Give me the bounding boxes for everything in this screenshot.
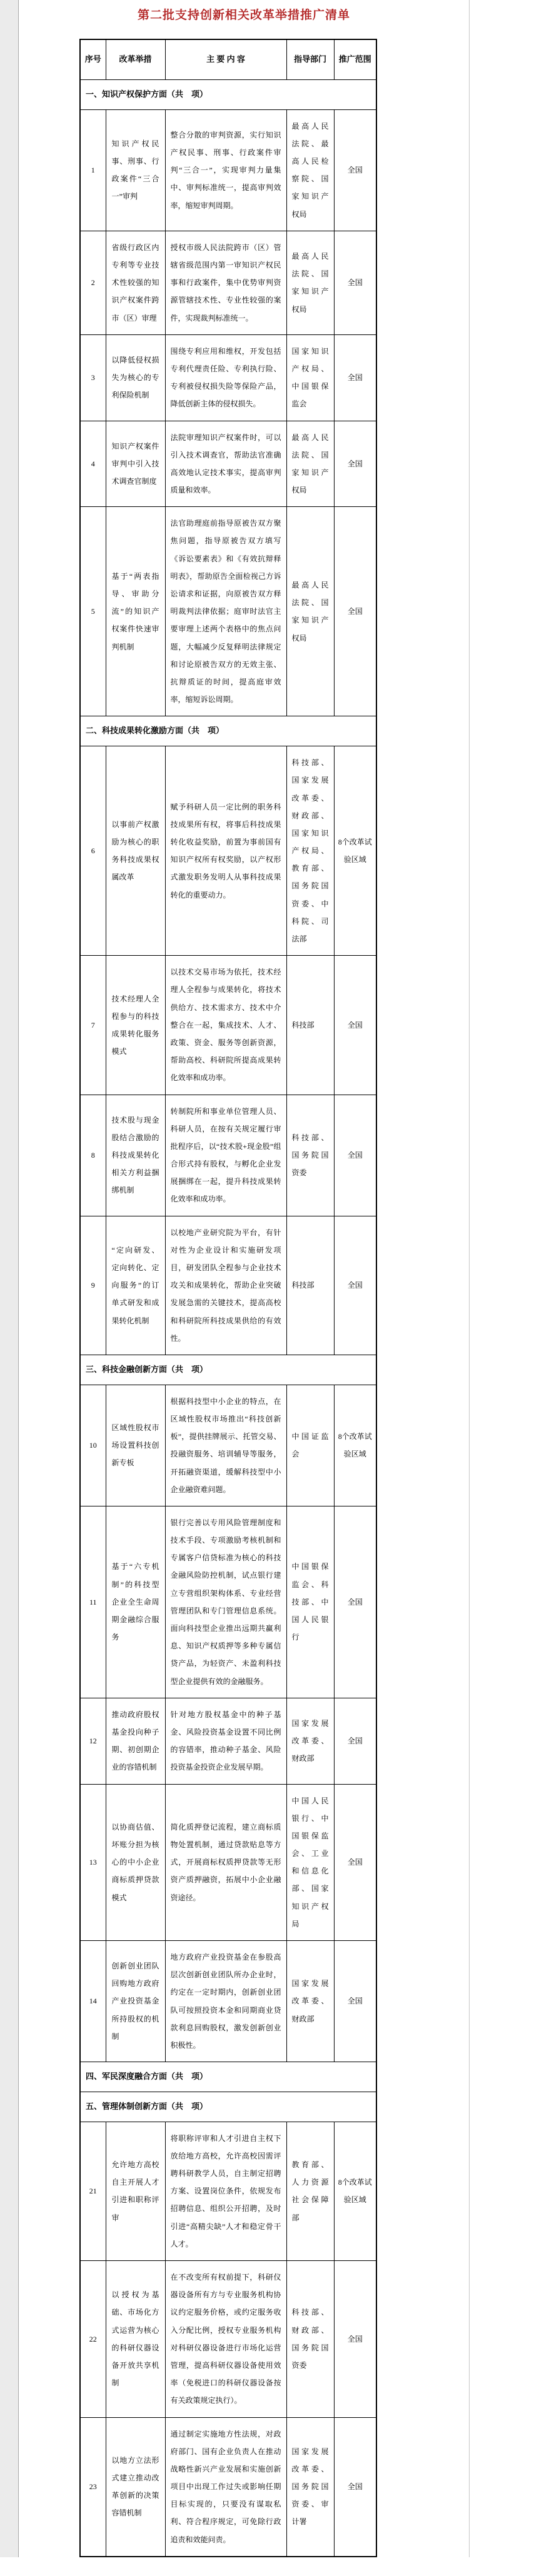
- table-row: [80, 1385, 376, 1506]
- cell-measure: 以地方立法形式建立推动改革创新的决策容错机制: [106, 2417, 165, 2557]
- cell-dept: 最高人民法院、最高人民检察院、国家知识产权局: [286, 109, 334, 231]
- cell-content: 法官助理庭前指导原被告双方聚焦问题，指导原被告双方填写《诉讼要素表》和《有效抗辩释明表》，帮助原告全面检视己方诉讼请求和证据，向原被告双方释明裁判法律依据；庭审时法官主要审理上述两个表格中的焦点问题，大幅减少反复释明法律规定和讨论原被告双方的无效主张、抗辩质证的时间，提高庭审效率，缩短诉讼周期。: [165, 507, 286, 716]
- cell-measure: 以事前产权激励为核心的职务科技成果权属改革: [106, 746, 165, 956]
- table-row: [80, 1095, 376, 1216]
- cell-no: 13: [80, 1784, 106, 1941]
- cell-no: 23: [80, 2417, 106, 2557]
- cell-no: 6: [80, 746, 106, 956]
- cell-measure: 区域性股权市场设置科技创新专板: [106, 1385, 165, 1506]
- table-header-row: [80, 39, 376, 79]
- cell-dept: 最高人民法院、国家知识产权局: [286, 507, 334, 716]
- document-sheet: [19, 0, 470, 2557]
- table-row: [80, 231, 376, 334]
- cell-no: 4: [80, 421, 106, 507]
- section-header-row: [80, 716, 376, 746]
- cell-dept: 中国证监会: [286, 1385, 334, 1506]
- cell-scope: 全国: [334, 1216, 376, 1355]
- table-row: [80, 2261, 376, 2418]
- cell-measure: 基于“两表指导、审助分流”的知识产权案件快速审判机制: [106, 507, 165, 716]
- cell-measure: 推动政府股权基金投向种子期、初创期企业的容错机制: [106, 1698, 165, 1784]
- cell-no: 11: [80, 1506, 106, 1698]
- cell-dept: 国家知识产权局、中国银保监会: [286, 334, 334, 421]
- column-header-scope: 推广范围: [334, 39, 376, 79]
- cell-dept: 教育部、人力资源社会保障部: [286, 2122, 334, 2260]
- column-header-content: 主 要 内 容: [165, 39, 286, 79]
- cell-scope: 全国: [334, 2261, 376, 2418]
- table-row: [80, 109, 376, 231]
- cell-no: 8: [80, 1095, 106, 1216]
- cell-no: 14: [80, 1941, 106, 2062]
- cell-content: 以技术交易市场为依托，技术经理人全程参与成果转化，将技术供给方、技术需求方、技术中介整合在一起，集成技术、人才、政策、资金、服务等创新资源，帮助高校、科研院所提高成果转化效率和成功率。: [165, 956, 286, 1095]
- section-label: 一、知识产权保护方面（共 项）: [80, 79, 376, 109]
- cell-scope: 全国: [334, 956, 376, 1095]
- cell-measure: 以协商估值、坏账分担为核心的中小企业商标质押贷款模式: [106, 1784, 165, 1941]
- section-header-row: [80, 2062, 376, 2092]
- cell-no: 9: [80, 1216, 106, 1355]
- table-row: [80, 507, 376, 716]
- cell-content: 将职称评审和人才引进自主权下放给地方高校，允许高校因需评聘科研教学人员，自主制定招聘方案、设置岗位条件，依规发布招聘信息、组织公开招聘，及时引进“高精尖缺”人才和稳定骨干人才。: [165, 2122, 286, 2260]
- cell-content: 银行完善以专用风险管理制度和技术手段、专项激励考核机制和专属客户信贷标准为核心的科技金融风险防控机制，试点银行建立专营组织架构体系、专业经营管理团队和专门管理信息系统。面向科技型企业推出远期共赢利息、知识产权质押等多种专属信贷产品，为轻资产、未盈利科技型企业提供有效的金融服务。: [165, 1506, 286, 1698]
- cell-dept: 科技部、国务院国资委: [286, 1095, 334, 1216]
- section-header-row: [80, 2092, 376, 2122]
- cell-content: 转制院所和事业单位管理人员、科研人员，在按有关规定履行审批程序后，以“技术股+现金股”组合形式持有股权，与孵化企业发展捆绑在一起，提升科技成果转化效率和成功率。: [165, 1095, 286, 1216]
- cell-content: 法院审理知识产权案件时，可以引入技术调查官，帮助法官准确高效地认定技术事实，提高审判质量和效率。: [165, 421, 286, 507]
- section-header-row: [80, 1355, 376, 1385]
- cell-no: 3: [80, 334, 106, 421]
- cell-no: 10: [80, 1385, 106, 1506]
- cell-no: 22: [80, 2261, 106, 2418]
- cell-content: 通过制定实施地方性法规，对政府部门、国有企业负责人在推动战略性新兴产业发展和实施创新项目中出现工作过失或影响任期目标实现的，只要没有谋取私利、符合程序规定，可免除行政追责和效能问责。: [165, 2417, 286, 2557]
- cell-dept: 科技部: [286, 1216, 334, 1355]
- table-row: [80, 1784, 376, 1941]
- column-header-no: 序号: [80, 39, 106, 79]
- cell-dept: 国家发展改革委、财政部: [286, 1698, 334, 1784]
- section-header-row: [80, 79, 376, 109]
- table-row: [80, 334, 376, 421]
- cell-no: 12: [80, 1698, 106, 1784]
- column-header-dept: 指导部门: [286, 39, 334, 79]
- cell-measure: 允许地方高校自主开展人才引进和职称评审: [106, 2122, 165, 2260]
- cell-content: 地方政府产业投资基金在参股高层次创新创业团队所办企业时，约定在一定时期内，创新创业团队可按照投资本金和同期商业贷款利息回购股权，激发创新创业积极性。: [165, 1941, 286, 2062]
- reform-measures-table: [79, 39, 377, 2557]
- cell-content: 在不改变所有权前提下，科研仪器设备所有方与专业服务机构协议约定服务价格，或约定服务收入分配比例，授权专业服务机构对科研仪器设备进行市场化运营管理，提高科研仪器设备使用效率（免税进口的科研仪器设备按有关政策规定执行）。: [165, 2261, 286, 2418]
- cell-scope: 全国: [334, 1941, 376, 2062]
- cell-measure: 以降低侵权损失为核心的专利保险机制: [106, 334, 165, 421]
- cell-measure: 知识产权案件审判中引入技术调查官制度: [106, 421, 165, 507]
- cell-measure: 技术经理人全程参与的科技成果转化服务模式: [106, 956, 165, 1095]
- section-label: 三、科技金融创新方面（共 项）: [80, 1355, 376, 1385]
- section-label: 五、管理体制创新方面（共 项）: [80, 2092, 376, 2122]
- cell-measure: 创新创业团队回购地方政府产业投资基金所持股权的机制: [106, 1941, 165, 2062]
- cell-scope: 全国: [334, 507, 376, 716]
- cell-scope: 全国: [334, 1698, 376, 1784]
- cell-measure: 省级行政区内专利等专业技术性较强的知识产权案件跨市（区）审理: [106, 231, 165, 334]
- cell-content: 简化质押登记流程，建立商标质物处置机制，通过贷款贴息等方式，开展商标权质押贷款等无形资产质押融资，拓展中小企业融资途径。: [165, 1784, 286, 1941]
- cell-no: 7: [80, 956, 106, 1095]
- cell-scope: 8个改革试验区域: [334, 1385, 376, 1506]
- cell-content: 授权市级人民法院跨市（区）管辖省级范围内第一审知识产权民事和行政案件，集中优势审判资源管辖技术性、专业性较强的案件，实现裁判标准统一。: [165, 231, 286, 334]
- cell-measure: 基于“六专机制”的科技型企业全生命周期金融综合服务: [106, 1506, 165, 1698]
- cell-scope: 8个改革试验区域: [334, 2122, 376, 2260]
- cell-measure: 技术股与现金股结合激励的科技成果转化相关方利益捆绑机制: [106, 1095, 165, 1216]
- cell-no: 1: [80, 109, 106, 231]
- cell-content: 围绕专利应用和维权，开发包括专利代理责任险、专利执行险、专利被侵权损失险等保险产品，降低创新主体的侵权损失。: [165, 334, 286, 421]
- section-label: 四、军民深度融合方面（共 项）: [80, 2062, 376, 2092]
- cell-no: 2: [80, 231, 106, 334]
- cell-content: 根据科技型中小企业的特点，在区域性股权市场推出“科技创新板”，提供挂牌展示、托管交易、投融资服务、培训辅导等服务，开拓融资渠道，缓解科技型中小企业融资难问题。: [165, 1385, 286, 1506]
- left-gutter: [0, 0, 19, 2557]
- cell-dept: 最高人民法院、国家知识产权局: [286, 231, 334, 334]
- cell-scope: 全国: [334, 1095, 376, 1216]
- table-row: [80, 2417, 376, 2557]
- cell-content: 针对地方股权基金中的种子基金、风险投资基金设置不同比例的容错率，推动种子基金、风险投资基金投资企业发展早期。: [165, 1698, 286, 1784]
- cell-measure: 以授权为基础、市场化方式运营为核心的科研仪器设备开放共享机制: [106, 2261, 165, 2418]
- cell-scope: 全国: [334, 334, 376, 421]
- table-row: [80, 956, 376, 1095]
- cell-scope: 全国: [334, 421, 376, 507]
- cell-scope: 全国: [334, 109, 376, 231]
- cell-scope: 全国: [334, 2417, 376, 2557]
- table-row: [80, 1506, 376, 1698]
- table-body: [80, 79, 376, 2556]
- table-row: [80, 1698, 376, 1784]
- cell-scope: 全国: [334, 1506, 376, 1698]
- cell-dept: 国家发展改革委、财政部: [286, 1941, 334, 2062]
- table-row: [80, 2122, 376, 2260]
- cell-content: 赋予科研人员一定比例的职务科技成果所有权，将事后科技成果转化收益奖励，前置为事前国有知识产权所有权奖励，以产权形式激发职务发明人从事科技成果转化的重要动力。: [165, 746, 286, 956]
- column-header-measure: 改革举措: [106, 39, 165, 79]
- cell-dept: 科技部、国家发展改革委、财政部、国家知识产权局、教育部、国务院国资委、中科院、司法部: [286, 746, 334, 956]
- cell-no: 5: [80, 507, 106, 716]
- cell-content: 以校地产业研究院为平台，有针对性为企业设计和实施研发项目，研发团队全程参与企业技术攻关和成果转化，帮助企业突破发展急需的关键技术，提高高校和科研院所科技成果供给的有效性。: [165, 1216, 286, 1355]
- cell-dept: 科技部: [286, 956, 334, 1095]
- cell-dept: 中国银保监会、科技部、中国人民银行: [286, 1506, 334, 1698]
- table-row: [80, 1216, 376, 1355]
- table-row: [80, 746, 376, 956]
- cell-dept: 国家发展改革委、国务院国资委、审计署: [286, 2417, 334, 2557]
- cell-measure: “定向研发、定向转化、定向服务”的订单式研发和成果转化机制: [106, 1216, 165, 1355]
- cell-scope: 全国: [334, 1784, 376, 1941]
- cell-content: 整合分散的审判资源，实行知识产权民事、刑事、行政案件审判“三合一”，实现审判力量集中、审判标准统一，提高审判效率，缩短审判周期。: [165, 109, 286, 231]
- section-label: 二、科技成果转化激励方面（共 项）: [80, 716, 376, 746]
- cell-scope: 8个改革试验区域: [334, 746, 376, 956]
- cell-dept: 科技部、财政部、国务院国资委: [286, 2261, 334, 2418]
- table-row: [80, 1941, 376, 2062]
- page-title: 第二批支持创新相关改革举措推广清单: [137, 9, 350, 22]
- cell-no: 21: [80, 2122, 106, 2260]
- cell-dept: 中国人民银行、中国银保监会、工业和信息化部、国家知识产权局: [286, 1784, 334, 1941]
- cell-scope: 全国: [334, 231, 376, 334]
- cell-dept: 最高人民法院、国家知识产权局: [286, 421, 334, 507]
- table-row: [80, 421, 376, 507]
- cell-measure: 知识产权民事、刑事、行政案件“三合一”审判: [106, 109, 165, 231]
